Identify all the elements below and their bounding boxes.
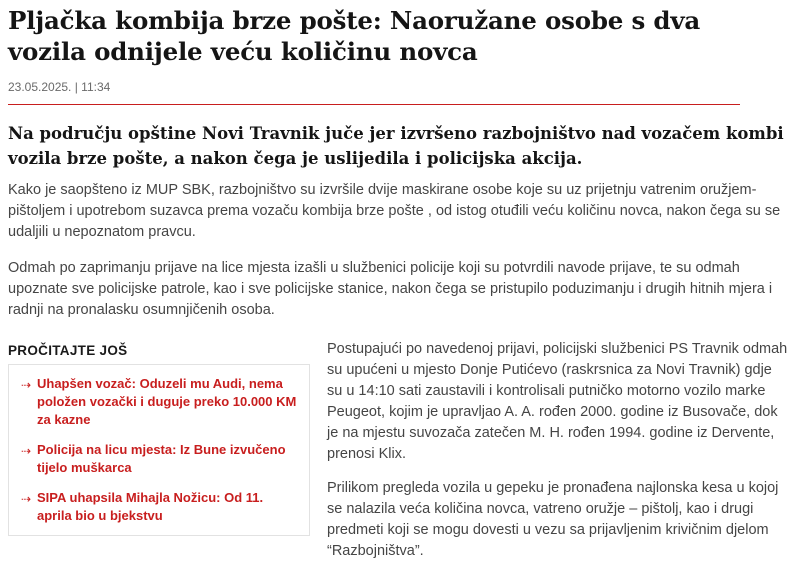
related-articles-box [8,343,310,536]
related-article-item [21,375,297,429]
related-articles-heading: PROČITAJTE JOŠ [8,343,128,358]
article-lead: Na području opštine Novi Travnik juče jer izvršeno razbojništvo nad vozačem kombi vozila brze pošte, a nakon čega je uslijedila i policijska akcija. [8,124,784,168]
related-articles-list [8,364,310,536]
arrow-right-icon: ⇢ [21,492,32,506]
article-paragraph: Odmah po zaprimanju prijave na lice mjesta izašli u službenici policije koji su potvrdili navode prijave, te su odmah upoznate sve policijske patrole, kao i sve policijske stanice, nakon čega se pristupilo poduzimanju i drugih hitnih mjera i radnji na pronalasku osumnjičenih osoba. [8,260,773,318]
related-article-link[interactable]: Uhapšen vozač: Oduzeli mu Audi, nema položen vozački i duguje preko 10.000 KM za kazne [37,376,297,427]
related-article-item [21,441,297,477]
related-article-item [21,489,297,525]
arrow-right-icon: ⇢ [21,444,32,458]
article-paragraph: Kako je saopšteno iz MUP SBK, razbojništvo su izvršile dvije maskirane osobe koje su uz prijetnju vatrenim oružjem-pištoljem i upotrebom suzavca prema vozaču kombija brze pošte , od istog otuđili veću količinu novca, nakon čega su se udaljili u nepoznatom pravcu. [8,182,781,240]
article-paragraph: Postupajući po navedenoj prijavi, policijski službenici PS Travnik odmah su upućeni u mjesto Donje Putićevo (raskrsnica za Novi Travnik) gdje su u 14:10 sati zaustavili i kontrolisali putničko motorno vozilo marke Peugeot, kojim je upravljao A. A. rođen 2000. godine iz Busovače, dok je na mjestu suvozača zatečen M. H. rođen 1994. godine iz Dervente, prenosi Klix. [327,341,788,462]
article-paragraph: Prilikom pregleda vozila u gepeku je pronađena najlonska kesa u kojoj se nalazila veća količina novca, vatreno oružje – pištolj, kao i drugi predmeti koji se mogu dovesti u vezu sa prijavljenim krivičnim djelom “Razbojništva”. [327,480,779,559]
title-divider [8,104,740,105]
related-article-link[interactable]: Policija na licu mjesta: Iz Bune izvučeno tijelo muškarca [37,442,286,475]
related-article-link[interactable]: SIPA uhapsila Mihajla Nožicu: Od 11. aprila bio u bjekstvu [37,490,264,523]
arrow-right-icon: ⇢ [21,378,32,392]
article-date-time: 23.05.2025. | 11:34 [8,80,111,94]
article-title: Pljačka kombija brze pošte: Naoružane osobe s dva vozila odnijele veću količinu novca [8,6,701,66]
